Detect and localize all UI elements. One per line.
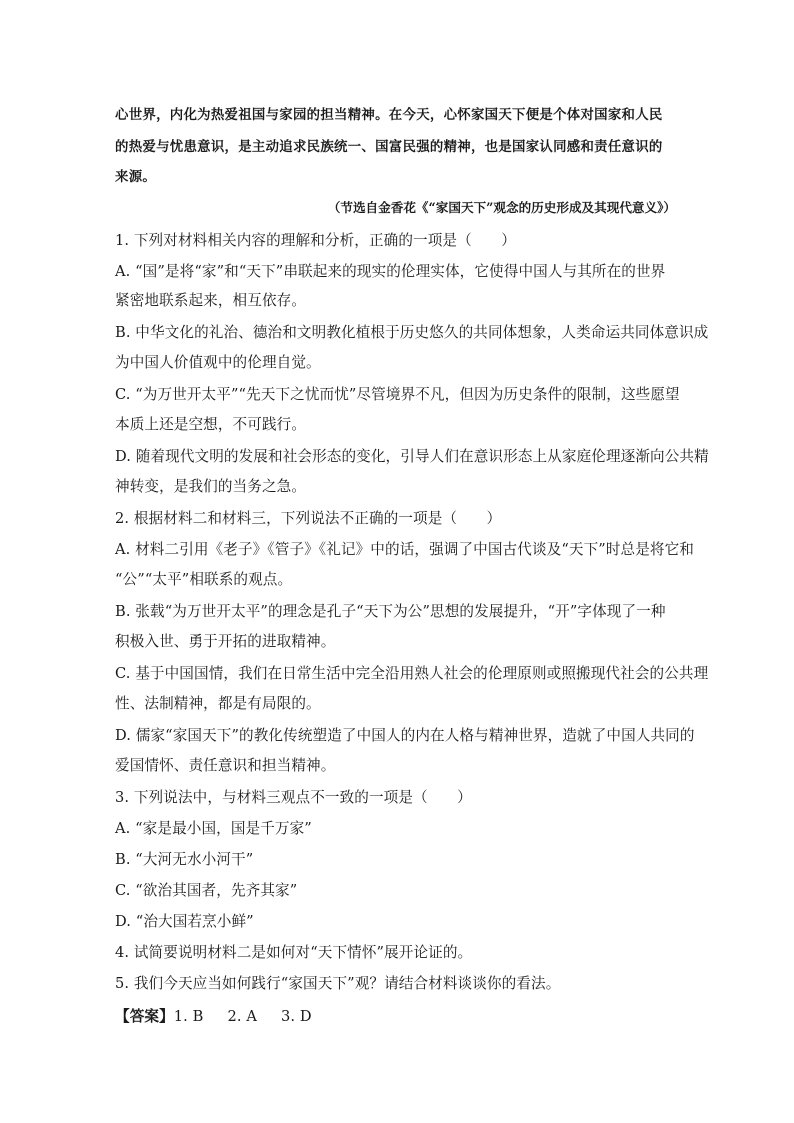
question-1-option-a-cont: 紧密地联系起来，相互依存。 [115,292,307,309]
question-2-option-d: D. 儒家“家国天下”的教化传统塑造了中国人的内在人格与精神世界，造就了中国人共同的 [115,727,695,744]
question-3-option-d: D. “治大国若烹小鲜” [115,913,254,930]
answer-item-2: 2. A [227,1008,257,1025]
intro-line-1: 心世界，内化为热爱祖国与家园的担当精神。在今天，心怀家国天下便是个体对国家和人民 [115,107,663,123]
intro-line-2: 的热爱与忧患意识，是主动追求民族统一、国富民强的精神，也是国家认同感和责任意识的 [115,139,663,155]
question-1-option-a: A. “国”是将“家”和“天下”串联起来的现实的伦理实体，它使得中国人与其所在的世界 [115,263,666,280]
question-2-option-c-cont: 性、法制精神，都是有局限的。 [115,695,321,712]
question-1-option-c-cont: 本质上还是空想，不可践行。 [115,416,307,433]
question-3-option-c: C. “欲治其国者，先齐其家” [115,882,298,899]
answer-label: 【答案】 [115,1008,174,1025]
answer-item-3: 3. D [280,1008,312,1025]
question-1-option-c: C. “为万世开太平”“先天下之忧而忧”尽管境界不凡，但因为历史条件的限制，这些愿望 [115,386,680,403]
question-2-option-a-cont: “公”“太平”相联系的观点。 [115,571,293,588]
question-1-stem: 1. 下列对材料相关内容的理解和分析，正确的一项是（ ） [115,232,516,249]
question-2-option-d-cont: 爱国情怀、责任意识和担当精神。 [115,757,336,774]
intro-line-3: 来源。 [115,169,157,185]
answer-line [115,1005,312,1026]
question-5-stem: 5. 我们今天应当如何践行“家国天下”观？请结合材料谈谈你的看法。 [115,975,561,992]
question-2-option-a: A. 材料二引用《老子》《管子》《礼记》中的话，强调了中国古代谈及“天下”时总是将它和 [115,541,695,558]
question-3-stem: 3. 下列说法中，与材料三观点不一致的一项是（ ） [115,789,472,806]
question-1-option-b-cont: 为中国人价值观中的伦理自觉。 [115,354,321,371]
source-citation: （节选自金香花《“家国天下”观念的历史形成及其现代意义》） [327,200,676,215]
question-2-stem: 2. 根据材料二和材料三，下列说法不正确的一项是（ ） [115,510,502,527]
question-4-stem: 4. 试简要说明材料二是如何对“天下情怀”展开论证的。 [115,944,473,961]
question-1-option-d: D. 随着现代文明的发展和社会形态的变化，引导人们在意识形态上从家庭伦理逐渐向公共精 [115,448,709,465]
question-2-option-c: C. 基于中国国情，我们在日常生活中完全沿用熟人社会的伦理原则或照搬现代社会的公共理 [115,665,709,682]
question-1-option-b: B. 中华文化的礼治、德治和文明教化植根于历史悠久的共同体想象，人类命运共同体意识成 [115,324,709,341]
question-2-option-b: B. 张载“为万世开太平”的理念是孔子“天下为公”思想的发展提升，“开”字体现了一种 [115,603,666,620]
question-3-option-b: B. “大河无水小河干” [115,851,254,868]
question-2-option-b-cont: 积极入世、勇于开拓的进取精神。 [115,633,336,650]
question-1-option-d-cont: 神转变，是我们的当务之急。 [115,478,307,495]
answer-item-1: 1. B [173,1008,204,1025]
question-3-option-a: A. “家是最小国，国是千万家” [115,820,312,837]
